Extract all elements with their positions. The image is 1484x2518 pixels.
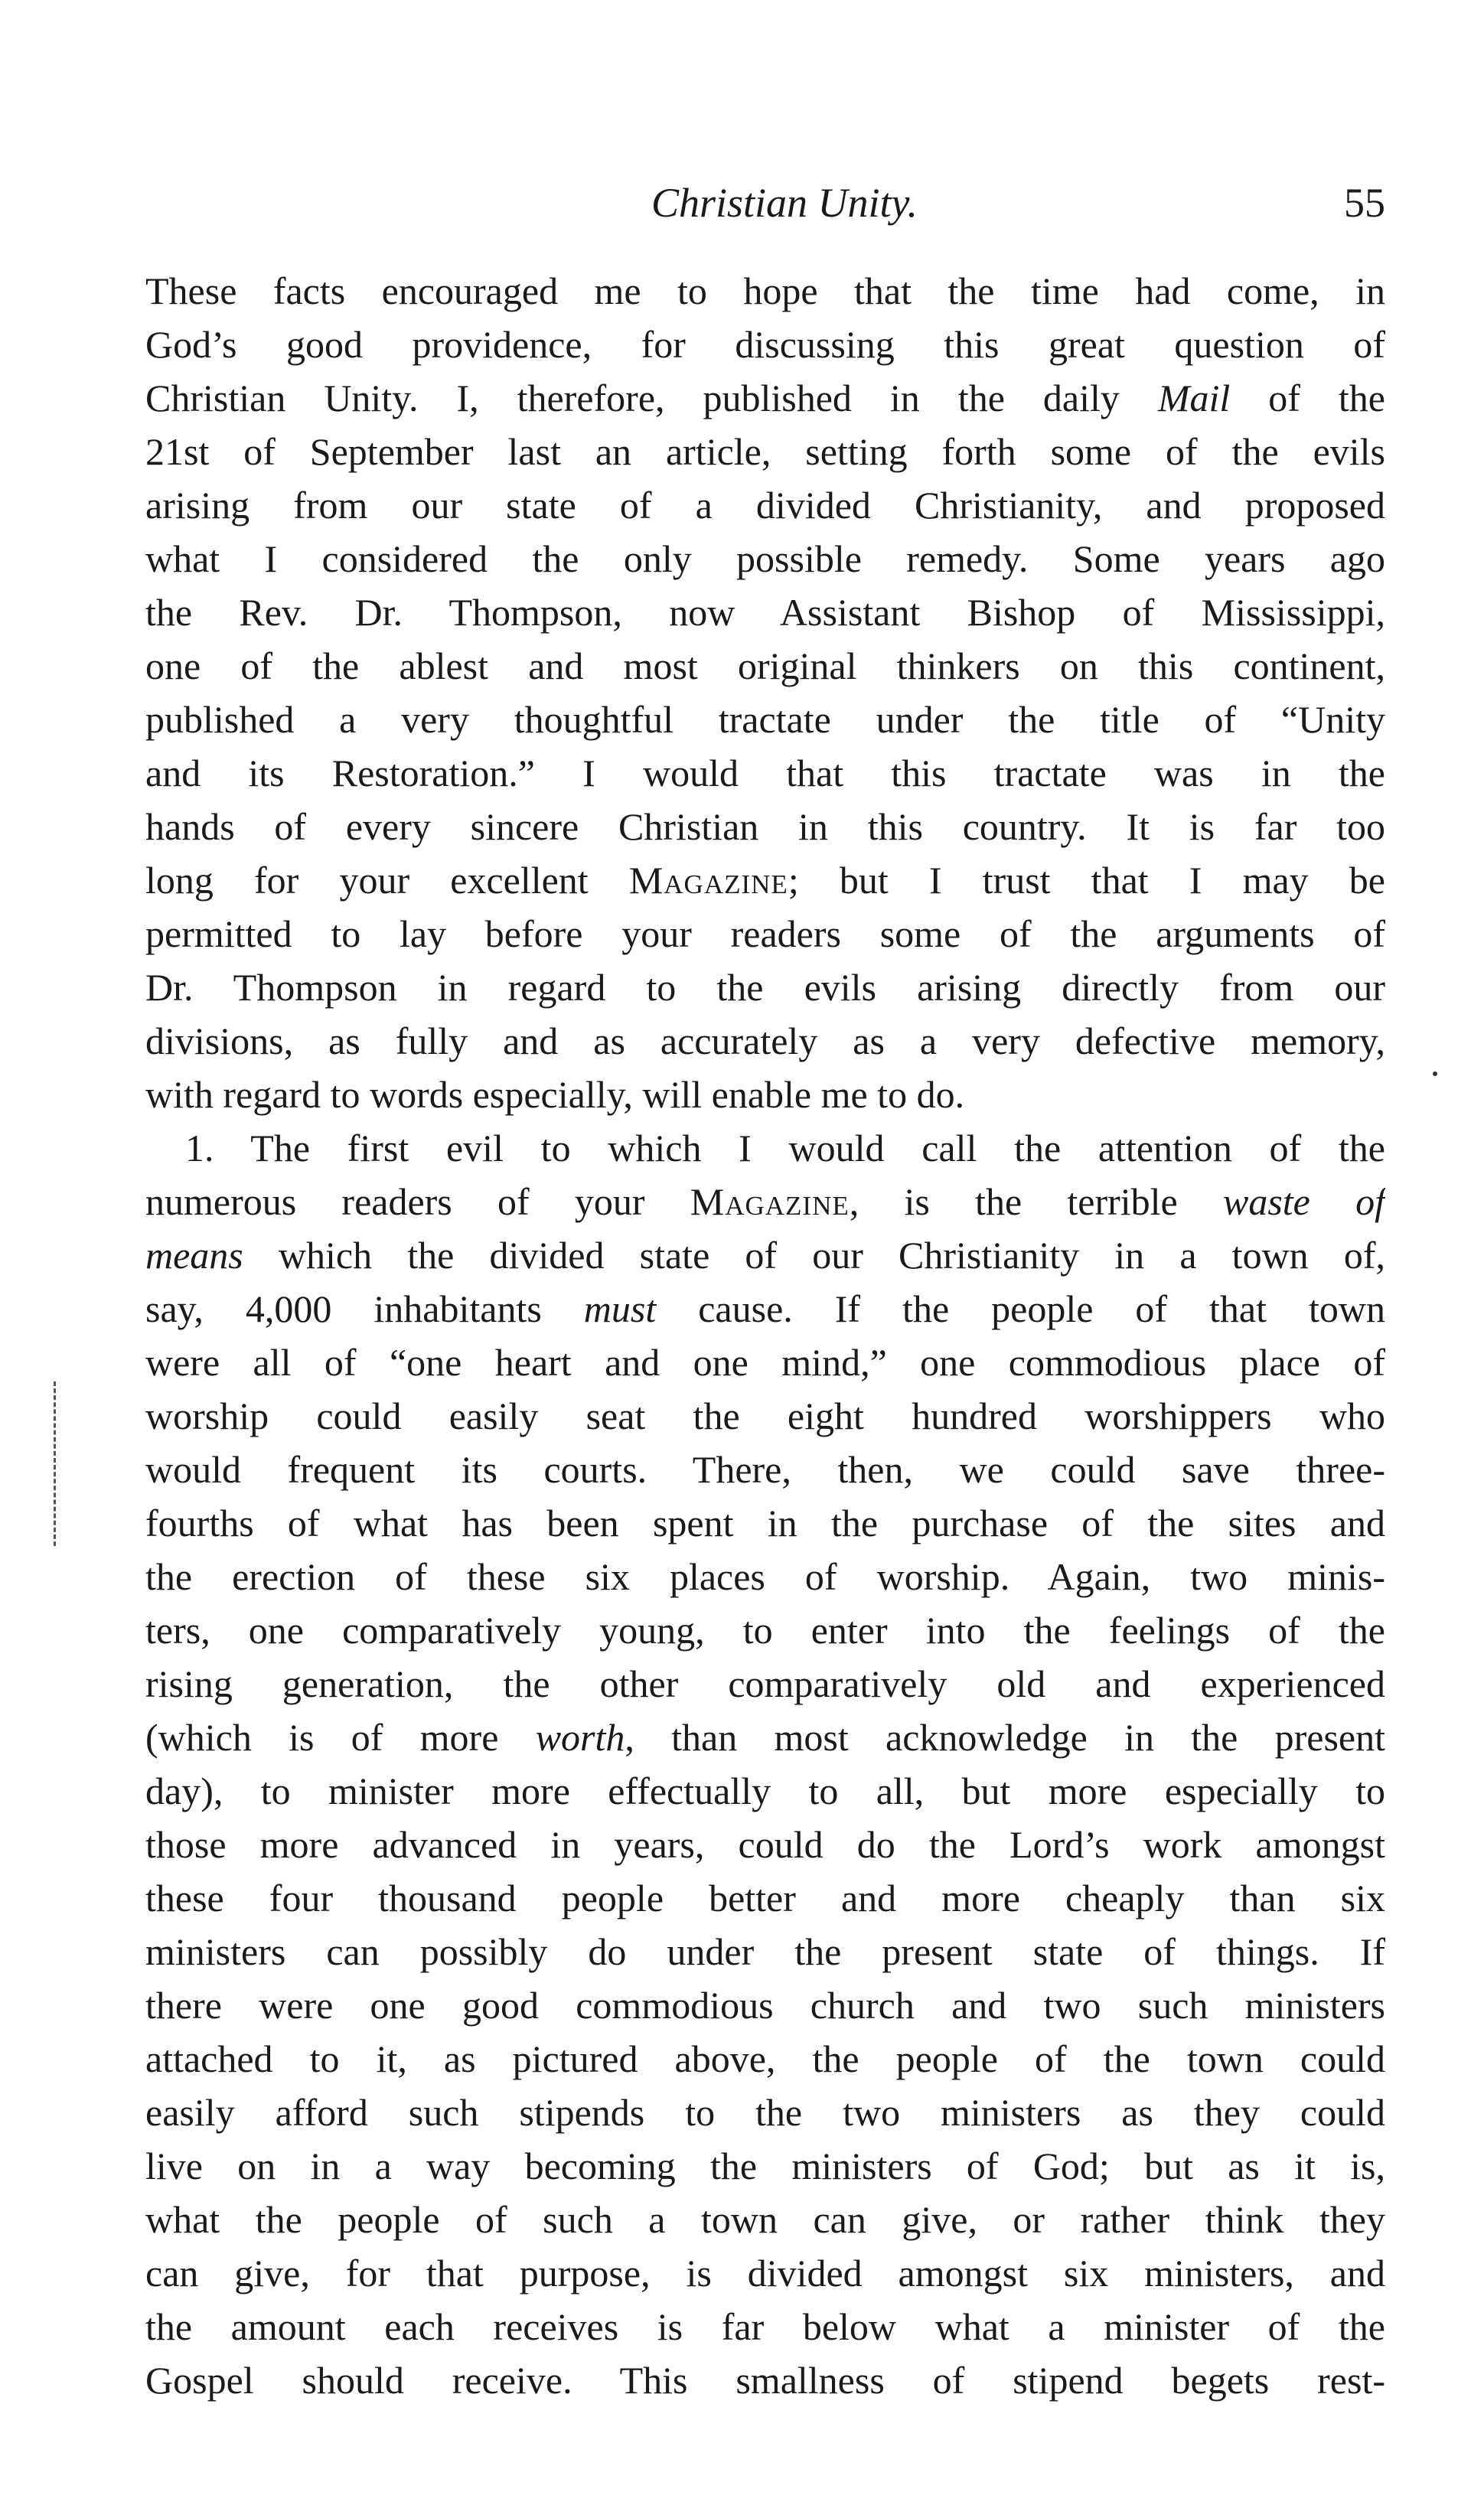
text-line <box>145 1014 1385 1068</box>
text-segment: ministers can possibly do under the present state of things. If <box>145 1930 1385 1973</box>
text-segment: rising generation, the other comparatively old and experienced <box>145 1662 1385 1705</box>
text-segment: Mail <box>1157 377 1231 419</box>
text-segment: 21st of September last an article, setting forth some of the evils <box>145 430 1385 473</box>
text-line <box>145 2300 1385 2353</box>
text-line <box>145 2086 1385 2139</box>
text-line <box>145 264 1385 318</box>
text-segment: one of the ablest and most original thinkers on this continent, <box>145 644 1385 687</box>
text-segment: easily afford such stipends to the two ministers as they could <box>145 2091 1385 2134</box>
running-title: Christian Unity. <box>651 180 918 226</box>
text-segment: hands of every sincere Christian in this country. It is far too <box>145 805 1385 848</box>
text-line <box>145 2139 1385 2193</box>
text-line <box>145 532 1385 585</box>
text-segment: Dr. Thompson in regard to the evils arising directly from our <box>145 966 1385 1009</box>
text-segment: long for your excellent <box>145 859 629 902</box>
text-line <box>145 2193 1385 2246</box>
text-segment: Magazine <box>628 859 788 902</box>
text-segment: Christian Unity. I, therefore, published in the daily <box>145 377 1158 419</box>
text-line <box>145 961 1385 1014</box>
text-line <box>145 1389 1385 1443</box>
text-segment: would frequent its courts. There, then, we could save three- <box>145 1448 1385 1491</box>
text-line <box>145 1871 1385 1925</box>
text-segment: the erection of these six places of worship. Again, two minis- <box>145 1555 1385 1598</box>
text-segment: of the <box>1230 377 1385 419</box>
text-segment: numerous readers of your <box>145 1180 690 1223</box>
text-line <box>145 1925 1385 1978</box>
text-segment: must <box>583 1287 657 1330</box>
text-segment: day), to minister more effectually to all, but more especially to <box>145 1769 1385 1812</box>
text-segment: Gospel should receive. This smallness of stipend begets rest- <box>145 2359 1385 2402</box>
text-segment: 1. The first evil to which I would call the attention of the <box>185 1127 1385 1169</box>
text-segment: arising from our state of a divided Christianity, and proposed <box>145 484 1385 527</box>
text-segment: and its Restoration.” I would that this tractate was in the <box>145 752 1385 794</box>
text-line <box>145 1443 1385 1496</box>
margin-mark <box>54 1381 59 1546</box>
body-text <box>145 264 1385 2407</box>
text-line <box>145 1657 1385 1711</box>
text-line <box>145 639 1385 693</box>
text-segment: what the people of such a town can give, or rather think they <box>145 2198 1385 2241</box>
text-segment: divisions, as fully and as accurately as a very defective memory, <box>145 1019 1385 1062</box>
text-line <box>145 1068 1385 1121</box>
text-line <box>145 1550 1385 1603</box>
text-segment: worth <box>535 1716 625 1759</box>
text-line <box>145 585 1385 639</box>
text-segment: cause. If the people of that town <box>656 1287 1385 1330</box>
text-line <box>145 1282 1385 1336</box>
running-head <box>184 172 1385 233</box>
text-line <box>145 1603 1385 1657</box>
text-segment: , than most acknowledge in the present <box>625 1716 1385 1759</box>
stray-dot <box>1433 1071 1437 1076</box>
text-segment: those more advanced in years, could do the Lord’s work amongst <box>145 1823 1385 1866</box>
text-segment: say, 4,000 inhabitants <box>145 1287 584 1330</box>
text-segment: attached to it, as pictured above, the people of the town could <box>145 2037 1385 2080</box>
text-segment: the Rev. Dr. Thompson, now Assistant Bishop of Mississippi, <box>145 591 1385 634</box>
text-line <box>145 1978 1385 2032</box>
text-segment: the amount each receives is far below what a minister of the <box>145 2305 1385 2348</box>
text-line <box>145 318 1385 371</box>
text-line <box>145 853 1385 907</box>
text-line <box>145 2246 1385 2300</box>
text-line <box>145 478 1385 532</box>
text-segment: Magazine <box>690 1180 850 1223</box>
text-segment: God’s good providence, for discussing this great question of <box>145 323 1385 366</box>
text-segment: ; but I trust that I may be <box>788 859 1385 902</box>
text-segment: , is the terrible <box>849 1180 1223 1223</box>
text-line <box>145 1764 1385 1818</box>
text-line <box>145 1711 1385 1764</box>
text-line <box>145 371 1385 425</box>
text-segment: published a very thoughtful tractate under the title of “Unity <box>145 698 1385 741</box>
text-line <box>145 2032 1385 2086</box>
text-line <box>145 1121 1385 1175</box>
text-segment: fourths of what has been spent in the purchase of the sites and <box>145 1502 1385 1544</box>
text-segment: permitted to lay before your readers some of the arguments of <box>145 912 1385 955</box>
text-segment: ters, one comparatively young, to enter into the feelings of the <box>145 1609 1385 1652</box>
text-segment: which the divided state of our Christianity in a town of, <box>243 1234 1385 1277</box>
text-line <box>145 425 1385 478</box>
page-number: 55 <box>1344 180 1385 226</box>
text-segment: what I considered the only possible remedy. Some years ago <box>145 537 1385 580</box>
text-segment: there were one good commodious church and two such ministers <box>145 1984 1385 2027</box>
text-segment: means <box>145 1234 243 1277</box>
text-line <box>145 693 1385 746</box>
text-segment: live on in a way becoming the ministers of God; but as it is, <box>145 2145 1385 2187</box>
text-segment: waste of <box>1222 1180 1385 1223</box>
text-line <box>145 746 1385 800</box>
text-segment: (which is of more <box>145 1716 536 1759</box>
text-line <box>145 1228 1385 1282</box>
text-segment: can give, for that purpose, is divided amongst six ministers, and <box>145 2252 1385 2295</box>
text-line <box>145 1336 1385 1389</box>
text-segment: These facts encouraged me to hope that the time had come, in <box>145 269 1385 312</box>
text-line <box>145 1496 1385 1550</box>
text-line <box>145 907 1385 961</box>
text-line <box>145 800 1385 853</box>
text-segment: with regard to words especially, will enable me to do. <box>145 1073 965 1116</box>
text-segment: were all of “one heart and one mind,” one commodious place of <box>145 1341 1385 1384</box>
text-segment: these four thousand people better and more cheaply than six <box>145 1877 1385 1919</box>
text-line <box>145 1175 1385 1228</box>
text-segment: worship could easily seat the eight hundred worshippers who <box>145 1394 1385 1437</box>
text-line <box>145 1818 1385 1871</box>
text-line <box>145 2353 1385 2407</box>
